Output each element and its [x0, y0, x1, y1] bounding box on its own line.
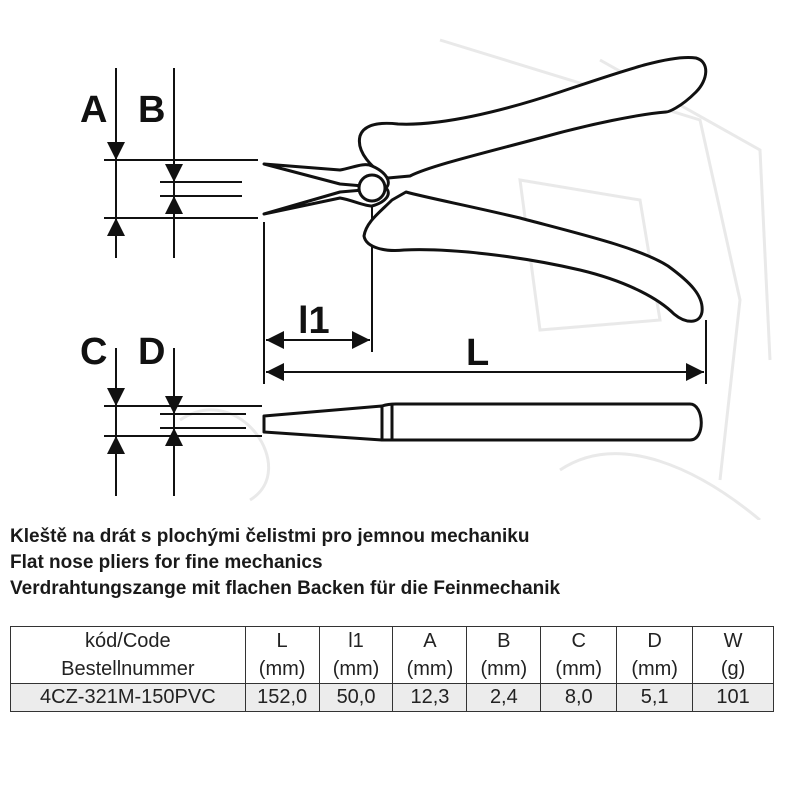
cell-l: 152,0 — [245, 684, 319, 712]
header-b: B (mm) — [467, 627, 541, 684]
cell-b: 2,4 — [467, 684, 541, 712]
title-czech: Kleště na drát s plochými čelistmi pro jemnou mechaniku — [10, 526, 530, 547]
header-l: L (mm) — [245, 627, 319, 684]
cell-code: 4CZ-321M-150PVC — [11, 684, 246, 712]
dim-label-a: A — [80, 89, 108, 131]
spec-table — [10, 626, 774, 712]
cell-d: 5,1 — [617, 684, 693, 712]
cell-w: 101 — [693, 684, 774, 712]
header-w: W (g) — [693, 627, 774, 684]
header-row — [11, 627, 774, 684]
product-titles — [10, 524, 790, 602]
dim-label-c: C — [80, 331, 108, 373]
header-c: C (mm) — [541, 627, 617, 684]
cell-l1: 50,0 — [319, 684, 393, 712]
cell-a: 12,3 — [393, 684, 467, 712]
header-code: kód/Code Bestellnummer — [11, 627, 246, 684]
dimension-a-b — [104, 68, 258, 258]
title-english: Flat nose pliers for fine mechanics — [10, 552, 323, 573]
title-german: Verdrahtungszange mit flachen Backen für die Feinmechanik — [10, 578, 561, 599]
header-l1: l1 (mm) — [319, 627, 393, 684]
dim-label-d: D — [138, 331, 166, 373]
dim-label-l1: l1 — [298, 300, 330, 342]
table-row — [11, 684, 774, 712]
dim-label-l: L — [466, 332, 490, 374]
dim-label-b: B — [138, 89, 166, 131]
cell-c: 8,0 — [541, 684, 617, 712]
dimension-c-d — [104, 348, 262, 496]
header-d: D (mm) — [617, 627, 693, 684]
pliers-side-view — [264, 57, 706, 321]
header-a: A (mm) — [393, 627, 467, 684]
pliers-top-view — [264, 404, 701, 440]
